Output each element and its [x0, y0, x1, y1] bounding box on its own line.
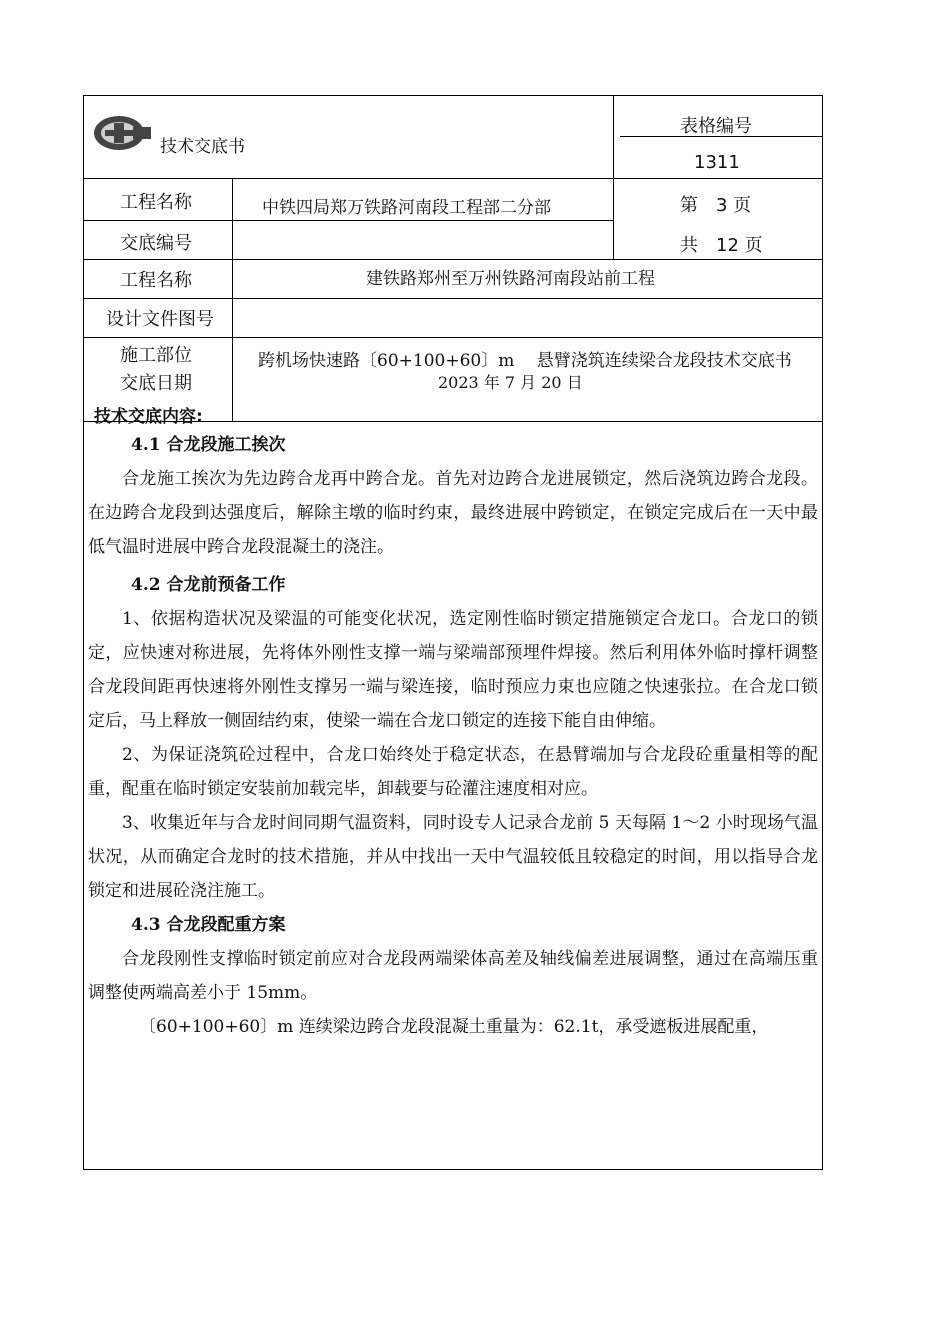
divider — [83, 259, 823, 260]
section-heading: 4.3 合龙段配重方案 — [131, 915, 286, 935]
paragraph: 合龙段刚性支撑临时锁定前应对合龙段两端梁体高差及轴线偏差进展调整，通过在高端压重调整使两端高差小于 15mm。 — [88, 949, 818, 1003]
form-no-label: 表格编号 — [680, 116, 752, 137]
company-logo — [93, 113, 151, 153]
divider — [83, 337, 823, 338]
location-value: 跨机场快速路〔60+100+60〕m 悬臂浇筑连续梁合龙段技术交底书 — [258, 351, 792, 371]
content-label: 技术交底内容: — [94, 407, 203, 427]
disclosure-no-label: 交底编号 — [120, 233, 192, 254]
paragraph: 合龙施工挨次为先边跨合龙再中跨合龙。首先对边跨合龙进展锁定，然后浇筑边跨合龙段。在边跨合龙段到达强度后，解除主墩的临时约束，最终进展中跨锁定，在锁定完成后在一天中最低气温时进展中跨合龙段混凝土的浇注。 — [88, 469, 818, 557]
divider — [83, 220, 613, 221]
disclosure-content — [88, 428, 818, 1044]
project-name2-value: 建铁路郑州至万州铁路河南段站前工程 — [366, 269, 655, 289]
divider — [232, 178, 233, 421]
divider — [620, 136, 823, 137]
project-name2-label: 工程名称 — [120, 270, 192, 291]
project-name-value: 中铁四局郑万铁路河南段工程部二分部 — [262, 198, 551, 218]
paragraph: 3、收集近年与合龙时间同期气温资料，同时设专人记录合龙前 5 天每隔 1～2 小时现场气温状况，从而确定合龙时的技术措施，并从中找出一天中气温较低且较稳定的时间，用以指导合龙锁定和进展砼浇注施工。 — [88, 813, 818, 901]
date-label: 交底日期 — [120, 373, 192, 394]
date-value: 2023 年 7 月 20 日 — [438, 373, 583, 392]
divider — [83, 298, 823, 299]
divider — [83, 178, 823, 179]
paragraph: 1、依据构造状况及梁温的可能变化状况，选定刚性临时锁定措施锁定合龙口。合龙口的锁定，应快速对称进展，先将体外刚性支撑一端与梁端部预埋件焊接。然后利用体外临时撑杆调整合龙段间距再快速将外刚性支撑另一端与梁连接，临时预应力束也应随之快速张拉。在合龙口锁定后，马上释放一侧固结约束，使梁一端在合龙口锁定的连接下能自由伸缩。 — [88, 609, 818, 731]
form-no-value: 1311 — [694, 152, 740, 173]
section-heading: 4.2 合龙前预备工作 — [131, 575, 286, 595]
location-label: 施工部位 — [120, 345, 192, 366]
page-total: 共 12 页 — [680, 235, 763, 256]
divider — [613, 95, 614, 259]
design-doc-label: 设计文件图号 — [106, 309, 214, 330]
paragraph: 2、为保证浇筑砼过程中，合龙口始终处于稳定状态，在悬臂端加与合龙段砼重量相等的配重，配重在临时锁定安装前加载完毕，卸载要与砼灌注速度相对应。 — [88, 745, 818, 799]
paragraph: 〔60+100+60〕m 连续梁边跨合龙段混凝土重量为：62.1t，承受遮板进展配重， — [139, 1017, 769, 1037]
project-name-label: 工程名称 — [120, 192, 192, 213]
doc-title: 技术交底书 — [160, 137, 245, 157]
section-heading: 4.1 合龙段施工挨次 — [131, 435, 286, 455]
page-current: 第 3 页 — [680, 195, 752, 216]
